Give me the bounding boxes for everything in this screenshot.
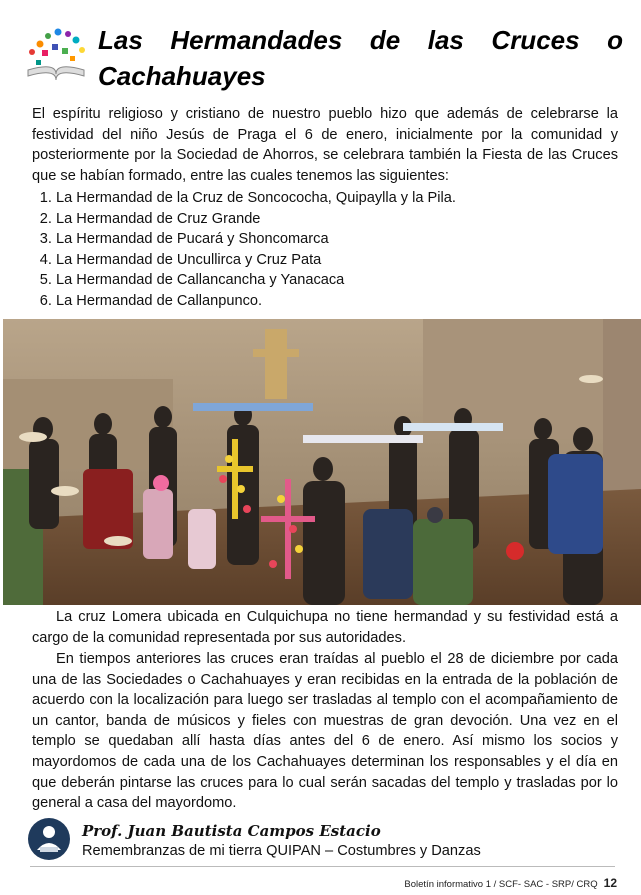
list-item: 3. La Hermandad de Pucará y Shoncomarca — [56, 229, 456, 250]
list-item: 2. La Hermandad de Cruz Grande — [56, 209, 456, 230]
hermandades-list — [24, 188, 456, 312]
article-source: Remembranzas de mi tierra QUIPAN – Costumbres y Danzas — [82, 843, 481, 859]
list-item: 6. La Hermandad de Callanpunco. — [56, 291, 456, 312]
intro-paragraph: El espíritu religioso y cristiano de nuestro pueblo hizo que además de celebrarse la festividad del niño Jesús de Praga el 6 de enero, inicialmente por la comunidad y posteriormente por la Sociedad de Ahorros, se celebrara también la Fiesta de las Cruces que se habían formado, entre las cuales tenemos las siguientes: — [32, 106, 618, 184]
reader-avatar-icon — [28, 818, 70, 860]
author-name: Prof. Juan Bautista Campos Estacio — [82, 822, 381, 840]
page-title: Las Hermandades de las Cruces o Cachahuayes — [98, 25, 623, 91]
footer-divider — [30, 866, 615, 867]
page-footer — [404, 876, 617, 890]
colorful-book-icon — [18, 22, 94, 84]
procession-photo — [3, 319, 641, 605]
page-number: 12 — [603, 876, 617, 890]
list-item: 1. La Hermandad de la Cruz de Soncococha, Quipaylla y la Pila. — [56, 188, 456, 209]
list-item: 5. La Hermandad de Callancancha y Yanacaca — [56, 270, 456, 291]
list-item: 4. La Hermandad de Uncullirca y Cruz Pata — [56, 250, 456, 271]
paragraph-history: En tiempos anteriores las cruces eran traídas al pueblo el 28 de diciembre por cada una de las Sociedades o Cachahuayes y eran recibidas en la entrada de la población de acuerdo con la localización para luego ser trasladas al templo con el acompañamiento de un cantor, banda de músicos y fieles con muestras de gran devoción. Una vez en el templo se quedaban allí hasta días antes del 6 de enero. Así mismo los socios y mayordomos de cada una de los Cachahuayes determinan los responsables y el día en que deberán pintarse las cruces para lo cual serán sacadas del templo y trasladas por lo general a casa del mayordomo. — [32, 651, 618, 812]
paragraph-lomera: La cruz Lomera ubicada en Culquichupa no tiene hermandad y su festividad está a cargo de la comunidad representada por sus autoridades. — [32, 609, 618, 646]
footer-text: Boletín informativo 1 / SCF- SAC - SRP/ CRQ — [404, 879, 598, 890]
